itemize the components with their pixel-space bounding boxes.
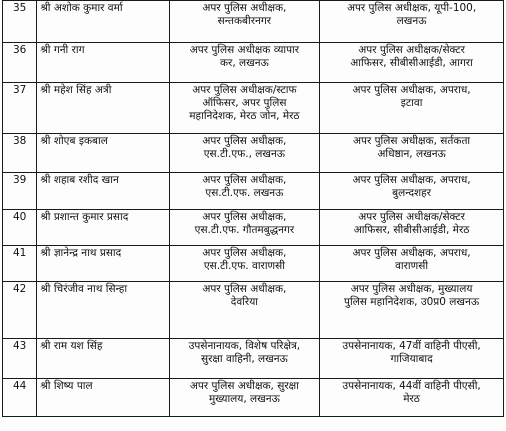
current-posting-line: अपर पुलिस अधीक्षक,: [202, 135, 287, 147]
transfer-table: [2, 0, 504, 417]
table-row: [3, 134, 504, 173]
current-posting-line: ऑफिसर, अपर पुलिस: [202, 97, 287, 109]
table-row: [3, 173, 504, 210]
new-posting: [320, 134, 504, 173]
new-posting-line: अपर पुलिस अधीक्षक/सेक्टर: [358, 211, 465, 223]
current-posting-line: मुख्यालय, लखनऊ: [208, 393, 280, 405]
new-posting-line: आफिसर, सीबीसीआईडी, आगरा: [350, 57, 473, 69]
table-row: [3, 339, 504, 379]
serial-number: 39: [3, 173, 37, 210]
new-posting-line: उपसेनानायक, 47वीं वाहिनी पीएसी,: [342, 340, 481, 352]
current-posting-line: अपर पुलिस अधीक्षक, सुरक्षा: [189, 380, 299, 392]
new-posting: [320, 379, 504, 417]
current-posting: [169, 134, 320, 173]
table-row: [3, 379, 504, 417]
new-posting-line: अपर पुलिस अधीक्षक, अपराध,: [352, 174, 471, 186]
new-posting-line: अधिष्ठान, लखनऊ: [377, 148, 446, 160]
serial-number: 44: [3, 379, 37, 417]
current-posting-line: अपर पुलिस अधीक्षक,: [202, 211, 287, 223]
officer-name: श्री शोएब इकबाल: [37, 134, 169, 173]
current-posting-line: महानिदेशक, मेरठ जोन, मेरठ: [189, 110, 300, 122]
table-row: [3, 246, 504, 282]
current-posting-line: कर, लखनऊ: [219, 57, 269, 69]
new-posting-line: वाराणसी: [395, 260, 429, 272]
new-posting: [320, 282, 504, 339]
officer-name: श्री अशोक कुमार वर्मा: [37, 1, 169, 43]
new-posting: [320, 339, 504, 379]
current-posting: [169, 379, 320, 417]
current-posting-line: एस.टी.एफ., लखनऊ: [203, 148, 286, 160]
current-posting: [169, 246, 320, 282]
serial-number: 40: [3, 210, 37, 246]
current-posting: [169, 173, 320, 210]
new-posting-line: पुलिस महानिदेशक, उ0प्र0 लखनऊ: [344, 296, 480, 308]
table-row: [3, 1, 504, 43]
new-posting: [320, 43, 504, 83]
new-posting-line: लखनऊ: [396, 15, 427, 27]
current-posting: [169, 210, 320, 246]
serial-number: 35: [3, 1, 37, 43]
new-posting: [320, 210, 504, 246]
new-posting-line: मेरठ: [403, 393, 420, 405]
new-posting-line: उपसेनानायक, 44वीं वाहिनी पीएसी,: [342, 380, 481, 392]
officer-name: श्री प्रशान्त कुमार प्रसाद: [37, 210, 169, 246]
serial-number: 43: [3, 339, 37, 379]
new-posting-line: इटावा: [400, 97, 423, 109]
officer-name: श्री महेश सिंह अत्री: [37, 83, 169, 134]
new-posting-line: अपर पुलिस अधीक्षक, सर्तकता: [352, 135, 471, 147]
new-posting: [320, 83, 504, 134]
officer-name: श्री चिरंजीव नाथ सिन्हा: [37, 282, 169, 339]
current-posting-line: अपर पुलिस अधीक्षक/स्टाफ: [192, 84, 297, 96]
current-posting: [169, 1, 320, 43]
current-posting: [169, 339, 320, 379]
current-posting: [169, 282, 320, 339]
table-row: [3, 210, 504, 246]
current-posting-line: सन्तकबीरनगर: [217, 15, 272, 27]
current-posting-line: एस.टी.एफ. गौतमबुद्धनगर: [194, 224, 295, 236]
current-posting-line: उपसेनानायक, विशेष परिक्षेत्र,: [188, 340, 301, 352]
current-posting: [169, 43, 320, 83]
serial-number: 38: [3, 134, 37, 173]
current-posting-line: एस.टी.एफ. वाराणसी: [203, 260, 285, 272]
officer-name: श्री गनी राग: [37, 43, 169, 83]
table-row: [3, 83, 504, 134]
officer-name: श्री ज्ञानेन्द्र नाथ प्रसाद: [37, 246, 169, 282]
new-posting-line: अपर पुलिस अधीक्षक, मुख्यालय: [350, 283, 473, 295]
current-posting-line: अपर पुलिस अधीक्षक,: [202, 2, 287, 14]
new-posting-line: बुलन्दशहर: [392, 187, 432, 199]
new-posting-line: आफिसर, सीबीसीआईडी, मेरठ: [353, 224, 470, 236]
table-body: [3, 1, 504, 417]
serial-number: 42: [3, 282, 37, 339]
current-posting-line: अपर पुलिस अधीक्षक,: [202, 174, 287, 186]
new-posting: [320, 246, 504, 282]
current-posting-line: अपर पुलिस अधीक्षक व्यापार: [189, 44, 300, 56]
new-posting: [320, 173, 504, 210]
officer-name: श्री शिष्य पाल: [37, 379, 169, 417]
table-row: [3, 43, 504, 83]
current-posting-line: अपर पुलिस अधीक्षक,: [202, 283, 287, 295]
current-posting: [169, 83, 320, 134]
new-posting-line: अपर पुलिस अधीक्षक/सेक्टर: [358, 44, 465, 56]
new-posting: [320, 1, 504, 43]
new-posting-line: गाजियाबाद: [390, 353, 433, 365]
serial-number: 36: [3, 43, 37, 83]
officer-name: श्री राम यश सिंह: [37, 339, 169, 379]
table-row: [3, 282, 504, 339]
new-posting-line: अपर पुलिस अधीक्षक, अपराध,: [352, 247, 471, 259]
new-posting-line: अपर पुलिस अधीक्षक, अपराध,: [352, 84, 471, 96]
current-posting-line: अपर पुलिस अधीक्षक,: [202, 247, 287, 259]
serial-number: 37: [3, 83, 37, 134]
serial-number: 41: [3, 246, 37, 282]
current-posting-line: एस.टी.एफ. लखनऊ: [205, 187, 284, 199]
current-posting-line: देवरिया: [230, 296, 259, 308]
officer-name: श्री शहाब रशीद खान: [37, 173, 169, 210]
new-posting-line: अपर पुलिस अधीक्षक, यूपी-100,: [346, 2, 477, 14]
current-posting-line: सुरक्षा वाहिनी, लखनऊ: [200, 353, 288, 365]
